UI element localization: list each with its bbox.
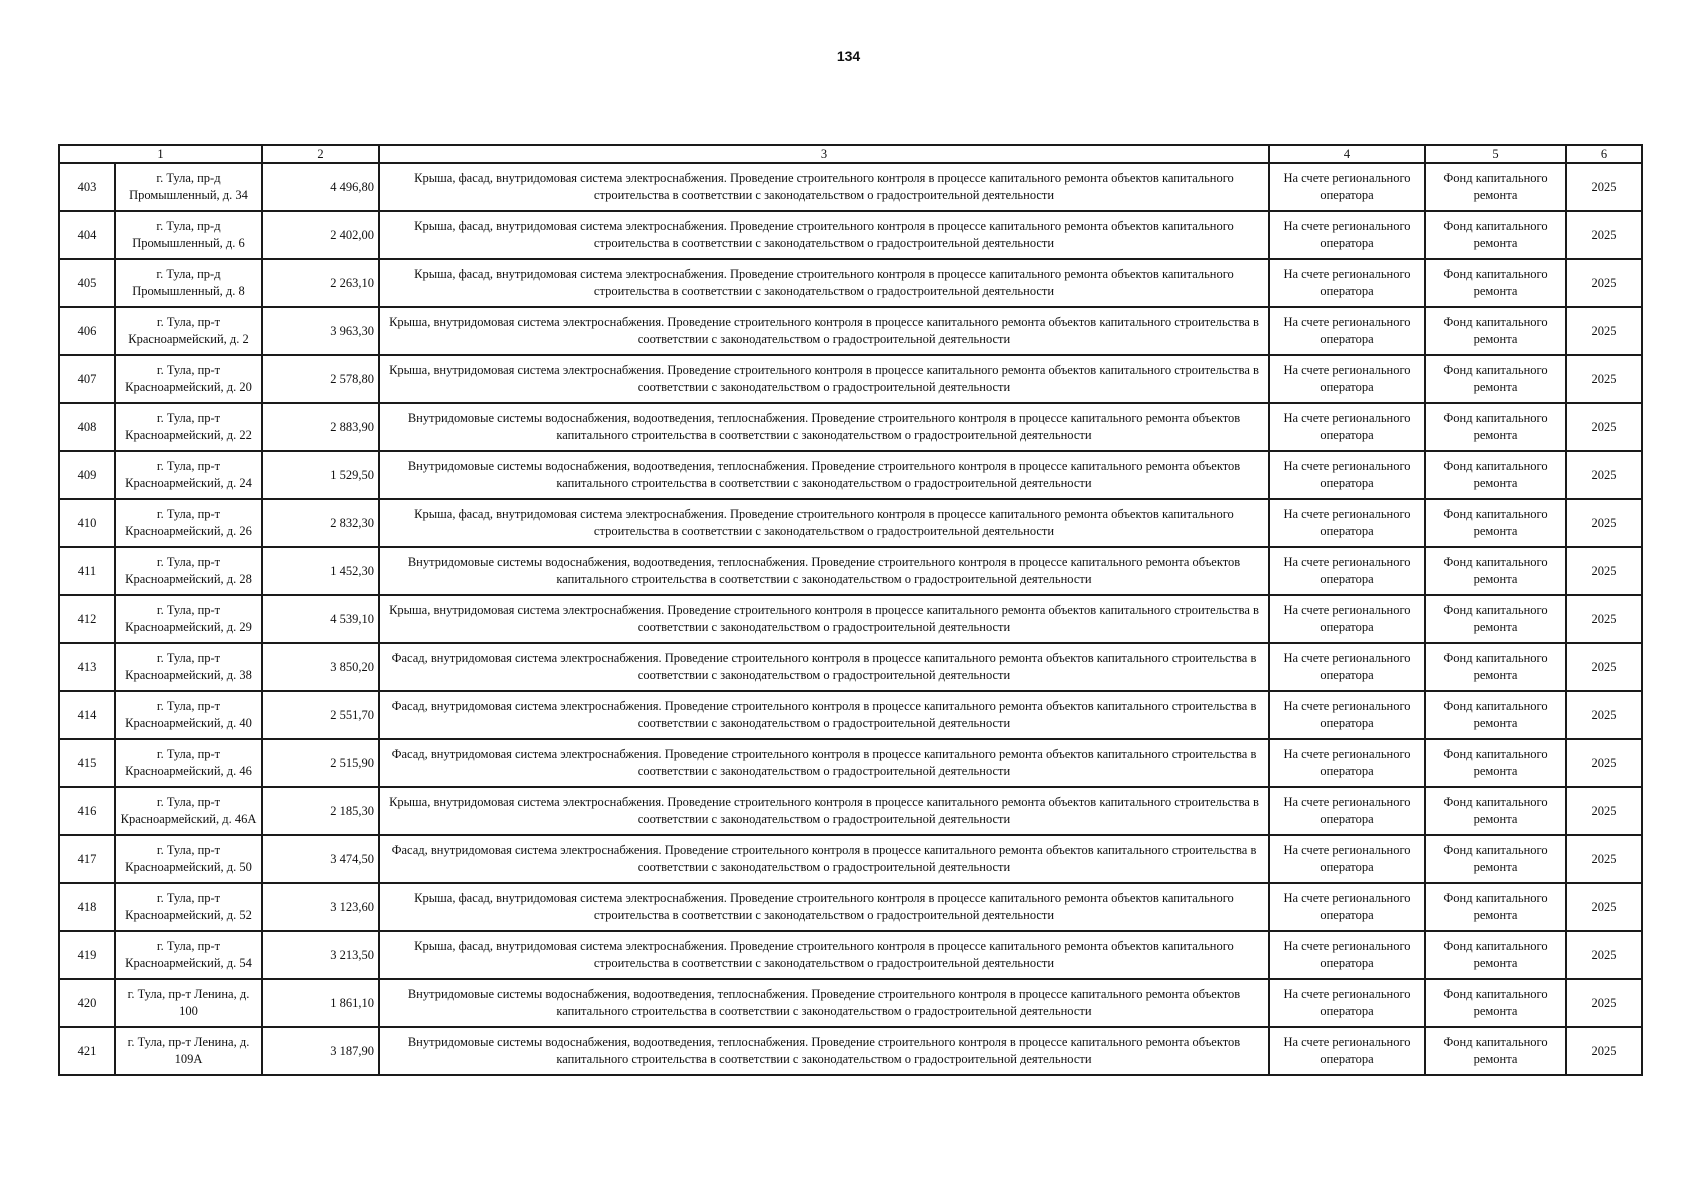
column-header-6: 6 — [1566, 145, 1642, 163]
table-body — [59, 163, 1642, 1075]
cost-cell: 2 402,00 — [262, 211, 379, 259]
table-row — [59, 499, 1642, 547]
year-cell: 2025 — [1566, 883, 1642, 931]
table-row — [59, 211, 1642, 259]
cost-cell: 2 263,10 — [262, 259, 379, 307]
year-cell: 2025 — [1566, 451, 1642, 499]
address-cell: г. Тула, пр-т Красноармейский, д. 22 — [115, 403, 262, 451]
address-cell: г. Тула, пр-д Промышленный, д. 8 — [115, 259, 262, 307]
funding-source-cell: Фонд капитального ремонта — [1425, 739, 1566, 787]
account-cell: На счете регионального оператора — [1269, 355, 1425, 403]
table-row — [59, 1027, 1642, 1075]
cost-cell: 4 496,80 — [262, 163, 379, 211]
cost-cell: 1 529,50 — [262, 451, 379, 499]
funding-source-cell: Фонд капитального ремонта — [1425, 451, 1566, 499]
cost-cell: 3 123,60 — [262, 883, 379, 931]
address-cell: г. Тула, пр-д Промышленный, д. 34 — [115, 163, 262, 211]
row-number: 418 — [59, 883, 115, 931]
funding-source-cell: Фонд капитального ремонта — [1425, 547, 1566, 595]
account-cell: На счете регионального оператора — [1269, 691, 1425, 739]
year-cell: 2025 — [1566, 1027, 1642, 1075]
address-cell: г. Тула, пр-т Ленина, д. 109А — [115, 1027, 262, 1075]
works-description-cell: Крыша, внутридомовая система электроснабжения. Проведение строительного контроля в процессе капитального ремонта объектов капитального строительства в соответствии с законодательством о градостроительной деятельности — [379, 355, 1269, 403]
account-cell: На счете регионального оператора — [1269, 211, 1425, 259]
table-row — [59, 307, 1642, 355]
works-description-cell: Внутридомовые системы водоснабжения, водоотведения, теплоснабжения. Проведение строительного контроля в процессе капитального ремонта объектов капитального строительства в соответствии с законодательством о градостроительной деятельности — [379, 1027, 1269, 1075]
row-number: 403 — [59, 163, 115, 211]
year-cell: 2025 — [1566, 787, 1642, 835]
address-cell: г. Тула, пр-д Промышленный, д. 6 — [115, 211, 262, 259]
row-number: 404 — [59, 211, 115, 259]
table-row — [59, 883, 1642, 931]
account-cell: На счете регионального оператора — [1269, 307, 1425, 355]
cost-cell: 2 832,30 — [262, 499, 379, 547]
works-description-cell: Крыша, внутридомовая система электроснабжения. Проведение строительного контроля в процессе капитального ремонта объектов капитального строительства в соответствии с законодательством о градостроительной деятельности — [379, 787, 1269, 835]
year-cell: 2025 — [1566, 547, 1642, 595]
address-cell: г. Тула, пр-т Красноармейский, д. 29 — [115, 595, 262, 643]
funding-source-cell: Фонд капитального ремонта — [1425, 979, 1566, 1027]
works-description-cell: Фасад, внутридомовая система электроснабжения. Проведение строительного контроля в процессе капитального ремонта объектов капитального строительства в соответствии с законодательством о градостроительной деятельности — [379, 643, 1269, 691]
account-cell: На счете регионального оператора — [1269, 163, 1425, 211]
works-description-cell: Крыша, внутридомовая система электроснабжения. Проведение строительного контроля в процессе капитального ремонта объектов капитального строительства в соответствии с законодательством о градостроительной деятельности — [379, 307, 1269, 355]
funding-source-cell: Фонд капитального ремонта — [1425, 787, 1566, 835]
account-cell: На счете регионального оператора — [1269, 1027, 1425, 1075]
row-number: 412 — [59, 595, 115, 643]
year-cell: 2025 — [1566, 307, 1642, 355]
address-cell: г. Тула, пр-т Красноармейский, д. 38 — [115, 643, 262, 691]
table-row — [59, 643, 1642, 691]
funding-source-cell: Фонд капитального ремонта — [1425, 259, 1566, 307]
table-row — [59, 403, 1642, 451]
cost-cell: 1 452,30 — [262, 547, 379, 595]
account-cell: На счете регионального оператора — [1269, 835, 1425, 883]
table-row — [59, 163, 1642, 211]
table-row — [59, 787, 1642, 835]
cost-cell: 3 850,20 — [262, 643, 379, 691]
year-cell: 2025 — [1566, 499, 1642, 547]
year-cell: 2025 — [1566, 403, 1642, 451]
works-description-cell: Крыша, внутридомовая система электроснабжения. Проведение строительного контроля в процессе капитального ремонта объектов капитального строительства в соответствии с законодательством о градостроительной деятельности — [379, 595, 1269, 643]
table-row — [59, 355, 1642, 403]
cost-cell: 2 578,80 — [262, 355, 379, 403]
address-cell: г. Тула, пр-т Красноармейский, д. 40 — [115, 691, 262, 739]
year-cell: 2025 — [1566, 691, 1642, 739]
funding-source-cell: Фонд капитального ремонта — [1425, 355, 1566, 403]
account-cell: На счете регионального оператора — [1269, 643, 1425, 691]
account-cell: На счете регионального оператора — [1269, 259, 1425, 307]
address-cell: г. Тула, пр-т Ленина, д. 100 — [115, 979, 262, 1027]
works-description-cell: Фасад, внутридомовая система электроснабжения. Проведение строительного контроля в процессе капитального ремонта объектов капитального строительства в соответствии с законодательством о градостроительной деятельности — [379, 739, 1269, 787]
row-number: 405 — [59, 259, 115, 307]
row-number: 416 — [59, 787, 115, 835]
address-cell: г. Тула, пр-т Красноармейский, д. 20 — [115, 355, 262, 403]
year-cell: 2025 — [1566, 259, 1642, 307]
works-description-cell: Крыша, фасад, внутридомовая система электроснабжения. Проведение строительного контроля в процессе капитального ремонта объектов капитального строительства в соответствии с законодательством о градостроительной деятельности — [379, 931, 1269, 979]
account-cell: На счете регионального оператора — [1269, 979, 1425, 1027]
row-number: 411 — [59, 547, 115, 595]
funding-source-cell: Фонд капитального ремонта — [1425, 403, 1566, 451]
address-cell: г. Тула, пр-т Красноармейский, д. 2 — [115, 307, 262, 355]
cost-cell: 2 551,70 — [262, 691, 379, 739]
works-description-cell: Крыша, фасад, внутридомовая система электроснабжения. Проведение строительного контроля в процессе капитального ремонта объектов капитального строительства в соответствии с законодательством о градостроительной деятельности — [379, 211, 1269, 259]
cost-cell: 2 883,90 — [262, 403, 379, 451]
row-number: 420 — [59, 979, 115, 1027]
address-cell: г. Тула, пр-т Красноармейский, д. 50 — [115, 835, 262, 883]
funding-source-cell: Фонд капитального ремонта — [1425, 691, 1566, 739]
row-number: 410 — [59, 499, 115, 547]
account-cell: На счете регионального оператора — [1269, 499, 1425, 547]
works-description-cell: Крыша, фасад, внутридомовая система электроснабжения. Проведение строительного контроля в процессе капитального ремонта объектов капитального строительства в соответствии с законодательством о градостроительной деятельности — [379, 499, 1269, 547]
cost-cell: 3 213,50 — [262, 931, 379, 979]
column-header-4: 4 — [1269, 145, 1425, 163]
year-cell: 2025 — [1566, 739, 1642, 787]
year-cell: 2025 — [1566, 931, 1642, 979]
table-row — [59, 547, 1642, 595]
column-header-2: 2 — [262, 145, 379, 163]
account-cell: На счете регионального оператора — [1269, 451, 1425, 499]
account-cell: На счете регионального оператора — [1269, 931, 1425, 979]
year-cell: 2025 — [1566, 643, 1642, 691]
works-description-cell: Внутридомовые системы водоснабжения, водоотведения, теплоснабжения. Проведение строительного контроля в процессе капитального ремонта объектов капитального строительства в соответствии с законодательством о градостроительной деятельности — [379, 403, 1269, 451]
year-cell: 2025 — [1566, 595, 1642, 643]
address-cell: г. Тула, пр-т Красноармейский, д. 46А — [115, 787, 262, 835]
row-number: 421 — [59, 1027, 115, 1075]
table-row — [59, 691, 1642, 739]
works-description-cell: Внутридомовые системы водоснабжения, водоотведения, теплоснабжения. Проведение строительного контроля в процессе капитального ремонта объектов капитального строительства в соответствии с законодательством о градостроительной деятельности — [379, 547, 1269, 595]
funding-source-cell: Фонд капитального ремонта — [1425, 163, 1566, 211]
table-row — [59, 595, 1642, 643]
table-row — [59, 835, 1642, 883]
table-row — [59, 451, 1642, 499]
works-description-cell: Внутридомовые системы водоснабжения, водоотведения, теплоснабжения. Проведение строительного контроля в процессе капитального ремонта объектов капитального строительства в соответствии с законодательством о градостроительной деятельности — [379, 979, 1269, 1027]
account-cell: На счете регионального оператора — [1269, 739, 1425, 787]
works-description-cell: Фасад, внутридомовая система электроснабжения. Проведение строительного контроля в процессе капитального ремонта объектов капитального строительства в соответствии с законодательством о градостроительной деятельности — [379, 691, 1269, 739]
funding-source-cell: Фонд капитального ремонта — [1425, 643, 1566, 691]
row-number: 419 — [59, 931, 115, 979]
column-header-5: 5 — [1425, 145, 1566, 163]
table-row — [59, 259, 1642, 307]
funding-source-cell: Фонд капитального ремонта — [1425, 595, 1566, 643]
year-cell: 2025 — [1566, 163, 1642, 211]
address-cell: г. Тула, пр-т Красноармейский, д. 46 — [115, 739, 262, 787]
account-cell: На счете регионального оператора — [1269, 595, 1425, 643]
row-number: 406 — [59, 307, 115, 355]
address-cell: г. Тула, пр-т Красноармейский, д. 52 — [115, 883, 262, 931]
row-number: 407 — [59, 355, 115, 403]
account-cell: На счете регионального оператора — [1269, 547, 1425, 595]
address-cell: г. Тула, пр-т Красноармейский, д. 24 — [115, 451, 262, 499]
address-cell: г. Тула, пр-т Красноармейский, д. 54 — [115, 931, 262, 979]
funding-source-cell: Фонд капитального ремонта — [1425, 307, 1566, 355]
cost-cell: 2 515,90 — [262, 739, 379, 787]
column-number-row — [59, 145, 1642, 163]
works-description-cell: Крыша, фасад, внутридомовая система электроснабжения. Проведение строительного контроля в процессе капитального ремонта объектов капитального строительства в соответствии с законодательством о градостроительной деятельности — [379, 163, 1269, 211]
cost-cell: 3 474,50 — [262, 835, 379, 883]
repair-registry-table — [58, 144, 1643, 1076]
row-number: 413 — [59, 643, 115, 691]
row-number: 408 — [59, 403, 115, 451]
address-cell: г. Тула, пр-т Красноармейский, д. 26 — [115, 499, 262, 547]
cost-cell: 2 185,30 — [262, 787, 379, 835]
account-cell: На счете регионального оператора — [1269, 883, 1425, 931]
table-row — [59, 739, 1642, 787]
funding-source-cell: Фонд капитального ремонта — [1425, 1027, 1566, 1075]
account-cell: На счете регионального оператора — [1269, 403, 1425, 451]
works-description-cell: Крыша, фасад, внутридомовая система электроснабжения. Проведение строительного контроля в процессе капитального ремонта объектов капитального строительства в соответствии с законодательством о градостроительной деятельности — [379, 259, 1269, 307]
works-description-cell: Крыша, фасад, внутридомовая система электроснабжения. Проведение строительного контроля в процессе капитального ремонта объектов капитального строительства в соответствии с законодательством о градостроительной деятельности — [379, 883, 1269, 931]
works-description-cell: Внутридомовые системы водоснабжения, водоотведения, теплоснабжения. Проведение строительного контроля в процессе капитального ремонта объектов капитального строительства в соответствии с законодательством о градостроительной деятельности — [379, 451, 1269, 499]
account-cell: На счете регионального оператора — [1269, 787, 1425, 835]
column-header-1: 1 — [59, 145, 262, 163]
funding-source-cell: Фонд капитального ремонта — [1425, 883, 1566, 931]
funding-source-cell: Фонд капитального ремонта — [1425, 499, 1566, 547]
table-row — [59, 931, 1642, 979]
row-number: 417 — [59, 835, 115, 883]
column-header-3: 3 — [379, 145, 1269, 163]
cost-cell: 4 539,10 — [262, 595, 379, 643]
year-cell: 2025 — [1566, 211, 1642, 259]
funding-source-cell: Фонд капитального ремонта — [1425, 835, 1566, 883]
row-number: 409 — [59, 451, 115, 499]
row-number: 414 — [59, 691, 115, 739]
works-description-cell: Фасад, внутридомовая система электроснабжения. Проведение строительного контроля в процессе капитального ремонта объектов капитального строительства в соответствии с законодательством о градостроительной деятельности — [379, 835, 1269, 883]
table-row — [59, 979, 1642, 1027]
cost-cell: 1 861,10 — [262, 979, 379, 1027]
year-cell: 2025 — [1566, 355, 1642, 403]
funding-source-cell: Фонд капитального ремонта — [1425, 931, 1566, 979]
row-number: 415 — [59, 739, 115, 787]
funding-source-cell: Фонд капитального ремонта — [1425, 211, 1566, 259]
page-number: 134 — [836, 48, 861, 64]
cost-cell: 3 963,30 — [262, 307, 379, 355]
cost-cell: 3 187,90 — [262, 1027, 379, 1075]
year-cell: 2025 — [1566, 979, 1642, 1027]
address-cell: г. Тула, пр-т Красноармейский, д. 28 — [115, 547, 262, 595]
year-cell: 2025 — [1566, 835, 1642, 883]
